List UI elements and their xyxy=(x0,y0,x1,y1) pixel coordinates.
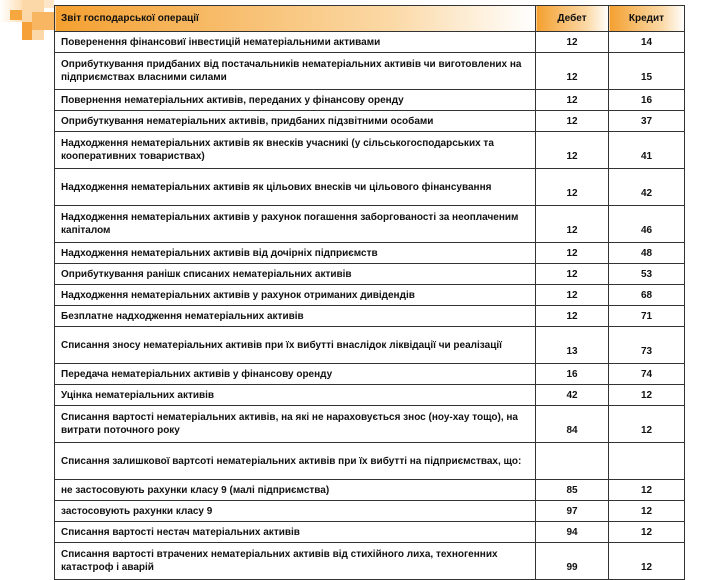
operation-cell: Оприбуткування придбаних від постачальників нематеріальних активів чи виготовлених на підприємствах власними силами xyxy=(55,53,536,90)
debit-cell: 99 xyxy=(536,543,609,580)
credit-cell: 48 xyxy=(609,243,685,264)
credit-cell: 12 xyxy=(609,406,685,443)
credit-cell: 12 xyxy=(609,522,685,543)
credit-cell: 46 xyxy=(609,206,685,243)
debit-cell: 42 xyxy=(536,385,609,406)
debit-cell: 12 xyxy=(536,53,609,90)
operation-cell: Оприбуткування ранішк списаних нематеріальних активів xyxy=(55,264,536,285)
operation-cell: Надходження нематеріальних активів як цільових внесків чи цільового фінансування xyxy=(55,169,536,206)
debit-cell: 13 xyxy=(536,327,609,364)
credit-cell: 37 xyxy=(609,111,685,132)
credit-cell: 42 xyxy=(609,169,685,206)
operation-cell: Списання вартості нестач матеріальних активів xyxy=(55,522,536,543)
operation-cell: Уцінка нематеріальних активів xyxy=(55,385,536,406)
table-header xyxy=(55,6,685,32)
table-row xyxy=(55,543,685,580)
table-row xyxy=(55,285,685,306)
operation-cell: Надходження нематеріальних активів як внесків учасникі (у сільськогосподарських та кооперативних товариствах) xyxy=(55,132,536,169)
debit-cell: 12 xyxy=(536,132,609,169)
credit-cell xyxy=(609,443,685,480)
debit-cell: 12 xyxy=(536,243,609,264)
debit-cell: 12 xyxy=(536,169,609,206)
table-row xyxy=(55,306,685,327)
operation-cell: Списання вартості втрачених нематеріальних активів від стихійного лиха, техногенних катастроф і аварій xyxy=(55,543,536,580)
operation-cell: Поверенення фінансовиї інвестицій нематеріальними активами xyxy=(55,32,536,53)
table-row xyxy=(55,385,685,406)
debit-cell xyxy=(536,443,609,480)
debit-cell: 97 xyxy=(536,501,609,522)
operation-cell: Повернення нематеріальних активів, переданих у фінансову оренду xyxy=(55,90,536,111)
credit-cell: 14 xyxy=(609,32,685,53)
table-row xyxy=(55,327,685,364)
credit-cell: 15 xyxy=(609,53,685,90)
table-row xyxy=(55,264,685,285)
debit-cell: 12 xyxy=(536,32,609,53)
table-row xyxy=(55,443,685,480)
debit-cell: 12 xyxy=(536,206,609,243)
operation-cell: Надходження нематеріальних активів від дочірніх підприємств xyxy=(55,243,536,264)
operation-cell: Списання залишкової вартсоті нематеріальних активів при їх вибутті на підприємствах, що: xyxy=(55,443,536,480)
operation-cell: Надходження нематеріальних активів у рахунок отриманих дивідендів xyxy=(55,285,536,306)
table-row xyxy=(55,522,685,543)
header-debit: Дебет xyxy=(536,6,609,32)
table-row xyxy=(55,501,685,522)
debit-cell: 85 xyxy=(536,480,609,501)
credit-cell: 71 xyxy=(609,306,685,327)
header-operation: Звіт господарської операції xyxy=(55,6,536,32)
credit-cell: 68 xyxy=(609,285,685,306)
table-row xyxy=(55,111,685,132)
table-row xyxy=(55,480,685,501)
debit-cell: 12 xyxy=(536,111,609,132)
table-row xyxy=(55,32,685,53)
table-row xyxy=(55,406,685,443)
operation-cell: Списання зносу нематеріальних активів при їх вибутті внаслідок ліквідації чи реалізації xyxy=(55,327,536,364)
credit-cell: 12 xyxy=(609,501,685,522)
operation-cell: не застосовують рахунки класу 9 (малі підприємства) xyxy=(55,480,536,501)
debit-cell: 12 xyxy=(536,306,609,327)
credit-cell: 12 xyxy=(609,480,685,501)
credit-cell: 12 xyxy=(609,543,685,580)
debit-cell: 16 xyxy=(536,364,609,385)
header-credit: Кредит xyxy=(609,6,685,32)
debit-cell: 12 xyxy=(536,90,609,111)
credit-cell: 74 xyxy=(609,364,685,385)
credit-cell: 41 xyxy=(609,132,685,169)
table-row xyxy=(55,243,685,264)
debit-cell: 94 xyxy=(536,522,609,543)
operation-cell: застосовують рахунки класу 9 xyxy=(55,501,536,522)
debit-cell: 84 xyxy=(536,406,609,443)
table-row xyxy=(55,364,685,385)
debit-cell: 12 xyxy=(536,264,609,285)
credit-cell: 73 xyxy=(609,327,685,364)
operation-cell: Передача нематеріальних активів у фінансову оренду xyxy=(55,364,536,385)
operation-cell: Списання вартості нематеріальних активів, на які не нараховується знос (ноу-хау тощо), на витрати поточного року xyxy=(55,406,536,443)
table-row xyxy=(55,53,685,90)
operation-cell: Надходження нематеріальних активів у рахунок погашення заборгованості за неоплаченим капіталом xyxy=(55,206,536,243)
credit-cell: 12 xyxy=(609,385,685,406)
table-row xyxy=(55,206,685,243)
operations-table xyxy=(54,5,685,580)
table-row xyxy=(55,90,685,111)
table-row xyxy=(55,132,685,169)
credit-cell: 16 xyxy=(609,90,685,111)
credit-cell: 53 xyxy=(609,264,685,285)
debit-cell: 12 xyxy=(536,285,609,306)
table-row xyxy=(55,169,685,206)
operation-cell: Безплатне надходження нематеріальних активів xyxy=(55,306,536,327)
operation-cell: Оприбуткування нематеріальних активів, придбаних підзвітними особами xyxy=(55,111,536,132)
